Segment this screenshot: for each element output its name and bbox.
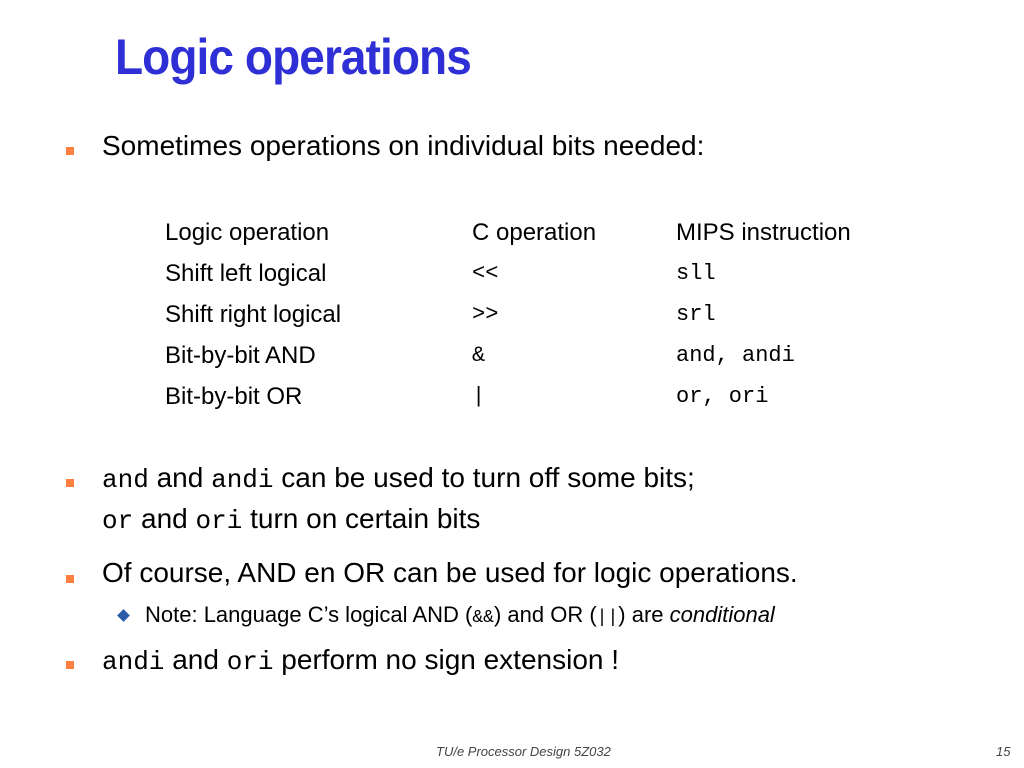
text: and [164, 644, 227, 675]
sub-bullet-diamond-icon [117, 609, 130, 622]
text: and [133, 503, 196, 534]
table-row [160, 335, 906, 376]
bullet-1-text: Sometimes operations on individual bits needed: [102, 130, 705, 161]
table-cell: | [472, 384, 486, 409]
table-cell: & [472, 343, 486, 368]
text: turn on certain bits [242, 503, 481, 534]
table-header-cell: C operation [472, 218, 597, 246]
bullet-square-icon [66, 147, 74, 155]
text: Note: Language C’s logical AND ( [145, 602, 473, 627]
text: ) are [618, 602, 670, 627]
sub-bullet-text [145, 602, 775, 628]
table-row [160, 253, 906, 294]
table-cell: sll [676, 261, 716, 286]
text: can be used to turn off some bits; [273, 462, 695, 493]
text: and [148, 462, 212, 493]
table-cell: or, ori [676, 384, 769, 409]
code-logical-and: && [472, 608, 494, 628]
bullet-square-icon [66, 479, 74, 487]
code-ori: ori [195, 506, 243, 536]
code-andi: andi [211, 465, 274, 495]
table-row [160, 294, 906, 335]
table-cell: Shift left logical [165, 259, 327, 287]
footer-course: TU/e Processor Design 5Z032 [436, 744, 611, 759]
bullet-2-line-1 [102, 462, 695, 495]
table-cell: Shift right logical [165, 300, 342, 328]
table-cell: Bit-by-bit AND [165, 341, 316, 369]
code-and: and [102, 465, 149, 495]
table-row [160, 376, 906, 417]
code-andi: andi [102, 647, 165, 677]
table-cell: and, andi [676, 343, 795, 368]
slide-title: Logic operations [115, 29, 471, 85]
operations-table [160, 212, 906, 417]
bullet-2-line-2 [102, 503, 480, 536]
emphasis-conditional: conditional [669, 602, 775, 627]
table-cell: srl [676, 302, 716, 327]
table-header-row [160, 212, 906, 253]
bullet-4-text [102, 644, 619, 677]
code-or: or [102, 506, 134, 536]
code-logical-or: || [596, 608, 619, 628]
code-ori: ori [226, 647, 274, 677]
table-header-cell: MIPS instruction [676, 218, 851, 246]
table-cell: << [472, 261, 499, 286]
text: ) and OR ( [493, 602, 597, 627]
table-cell: >> [472, 302, 499, 327]
bullet-square-icon [66, 575, 74, 583]
table-header-cell: Logic operation [165, 218, 330, 246]
bullet-square-icon [66, 661, 74, 669]
text: perform no sign extension ! [273, 644, 620, 675]
footer-page-number: 15 [996, 744, 1011, 759]
bullet-3-text: Of course, AND en OR can be used for logic operations. [102, 557, 798, 588]
table-cell: Bit-by-bit OR [165, 382, 303, 410]
